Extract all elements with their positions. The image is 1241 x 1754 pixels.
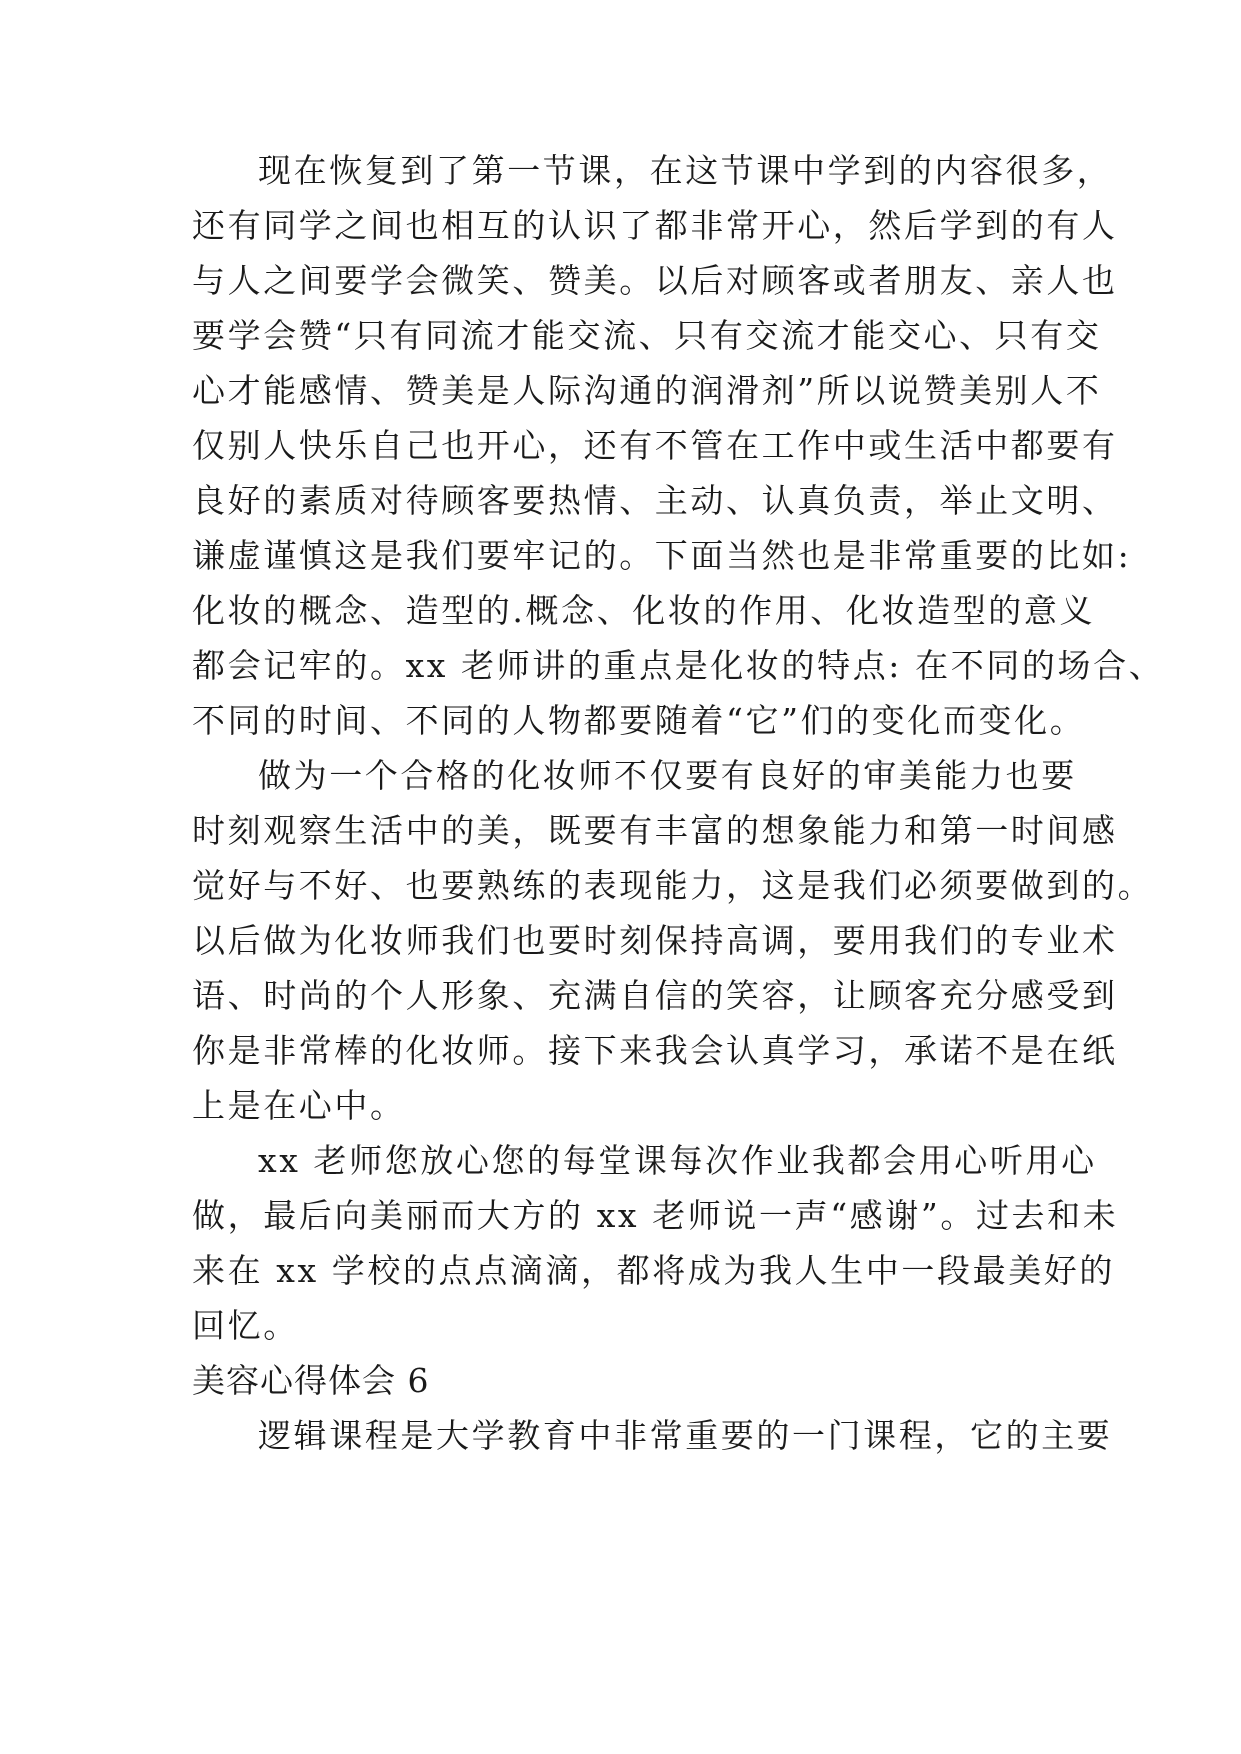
paragraph-line: 觉好与不好、也要熟练的表现能力，这是我们必须要做到的。 bbox=[192, 866, 1154, 905]
paragraph-line: 心才能感情、赞美是人际沟通的润滑剂”所以说赞美别人不 bbox=[192, 371, 1102, 410]
paragraph-line: 谦虚谨慎这是我们要牢记的。下面当然也是非常重要的比如: bbox=[192, 536, 1132, 575]
paragraph-line: 良好的素质对待顾客要热情、主动、认真负责，举止文明、 bbox=[192, 481, 1118, 520]
paragraph-line: 做，最后向美丽而大方的 xx 老师说一声“感谢”。过去和未 bbox=[192, 1196, 1119, 1235]
paragraph-line: 都会记牢的。xx 老师讲的重点是化妆的特点: 在不同的场合、 bbox=[192, 646, 1165, 685]
paragraph-line: 来在 xx 学校的点点滴滴，都将成为我人生中一段最美好的 bbox=[192, 1251, 1116, 1290]
paragraph-line: 回忆。 bbox=[192, 1306, 299, 1345]
section-heading: 美容心得体会 6 bbox=[192, 1361, 430, 1400]
paragraph-line: 要学会赞“只有同流才能交流、只有交流才能交心、只有交 bbox=[192, 316, 1102, 355]
paragraph-line: 时刻观察生活中的美，既要有丰富的想象能力和第一时间感 bbox=[192, 811, 1118, 850]
paragraph-line: 现在恢复到了第一节课，在这节课中学到的内容很多， bbox=[258, 151, 1113, 190]
paragraph-line: 上是在心中。 bbox=[192, 1086, 406, 1125]
paragraph-line: 与人之间要学会微笑、赞美。以后对顾客或者朋友、亲人也 bbox=[192, 261, 1118, 300]
paragraph-line: xx 老师您放心您的每堂课每次作业我都会用心听用心 bbox=[258, 1141, 1097, 1180]
paragraph-line: 不同的时间、不同的人物都要随着“它”们的变化而变化。 bbox=[192, 701, 1086, 740]
paragraph-line: 以后做为化妆师我们也要时刻保持高调，要用我们的专业术 bbox=[192, 921, 1118, 960]
paragraph-line: 逻辑课程是大学教育中非常重要的一门课程，它的主要 bbox=[258, 1416, 1113, 1455]
paragraph-line: 你是非常棒的化妆师。接下来我会认真学习，承诺不是在纸 bbox=[192, 1031, 1118, 1070]
paragraph-line: 还有同学之间也相互的认识了都非常开心，然后学到的有人 bbox=[192, 206, 1118, 245]
paragraph-line: 做为一个合格的化妆师不仅要有良好的审美能力也要 bbox=[258, 756, 1077, 795]
paragraph-line: 化妆的概念、造型的.概念、化妆的作用、化妆造型的意义 bbox=[192, 591, 1096, 630]
paragraph-line: 仅别人快乐自己也开心，还有不管在工作中或生活中都要有 bbox=[192, 426, 1118, 465]
paragraph-line: 语、时尚的个人形象、充满自信的笑容，让顾客充分感受到 bbox=[192, 976, 1118, 1015]
